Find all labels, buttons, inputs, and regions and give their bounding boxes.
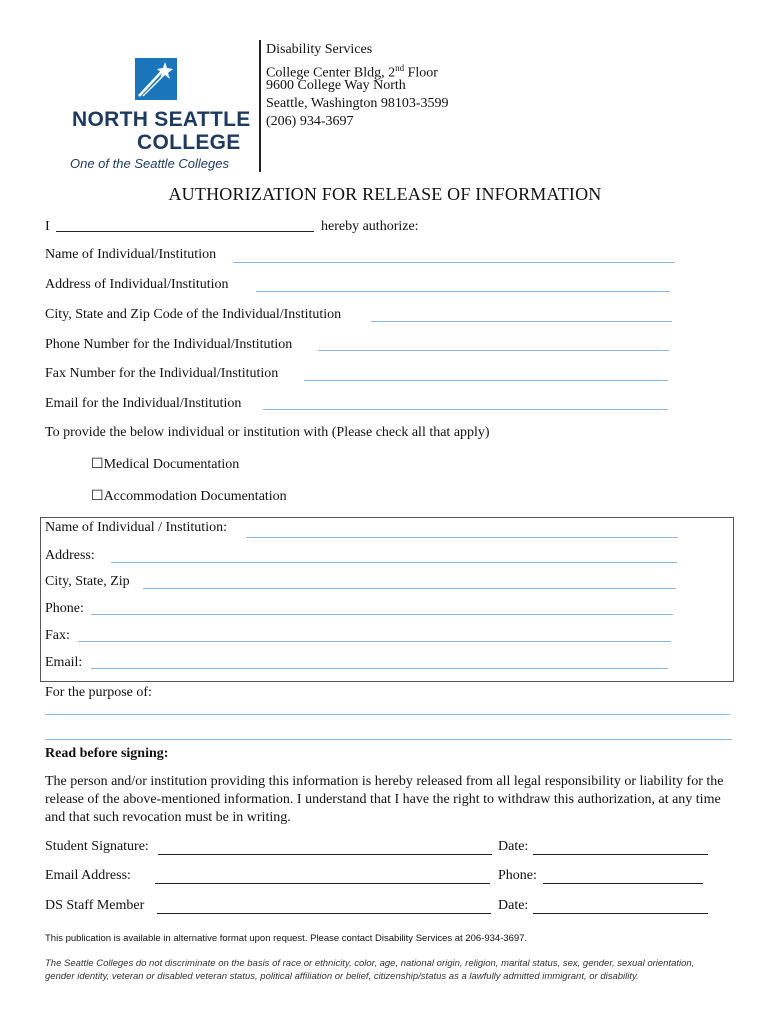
staff-member-label: DS Staff Member bbox=[45, 898, 145, 913]
student-phone-field[interactable] bbox=[543, 883, 703, 884]
recipient-phone-label: Phone: bbox=[45, 601, 84, 616]
recipient-box bbox=[40, 517, 734, 682]
recipient-name-label: Name of Individual / Institution: bbox=[45, 520, 227, 535]
source-name-label: Name of Individual/Institution bbox=[45, 247, 217, 262]
checkbox-icon: ☐ bbox=[91, 489, 104, 504]
building-line: College Center Bldg, 2nd Floor bbox=[266, 63, 438, 81]
college-tagline: One of the Seattle Colleges bbox=[70, 156, 229, 171]
student-signature-label: Student Signature: bbox=[45, 839, 149, 854]
staff-date-field[interactable] bbox=[533, 913, 708, 914]
purpose-field-line1[interactable] bbox=[45, 714, 730, 715]
city-line: Seattle, Washington 98103-3599 bbox=[266, 96, 449, 111]
staff-member-field[interactable] bbox=[157, 913, 491, 914]
source-email-field[interactable] bbox=[263, 409, 668, 410]
phone-line: (206) 934-3697 bbox=[266, 114, 354, 129]
recipient-phone-field[interactable] bbox=[91, 614, 673, 615]
recipient-name-field[interactable] bbox=[246, 537, 678, 538]
college-name-line1: NORTH SEATTLE bbox=[72, 108, 251, 131]
recipient-city-label: City, State, Zip bbox=[45, 574, 130, 589]
medical-documentation-checkbox[interactable]: ☐Medical Documentation bbox=[91, 457, 240, 472]
source-address-field[interactable] bbox=[256, 291, 670, 292]
street-line: 9600 College Way North bbox=[266, 78, 406, 93]
alt-format-notice: This publication is available in alternative format upon request. Please contact Disability Services at 206-934-3697. bbox=[45, 933, 528, 944]
recipient-email-label: Email: bbox=[45, 655, 83, 670]
source-fax-field[interactable] bbox=[304, 380, 668, 381]
recipient-fax-field[interactable] bbox=[78, 641, 671, 642]
source-phone-label: Phone Number for the Individual/Institution bbox=[45, 337, 293, 352]
header-divider bbox=[259, 40, 261, 172]
college-name-line2: COLLEGE bbox=[137, 131, 241, 154]
source-address-label: Address of Individual/Institution bbox=[45, 277, 229, 292]
dept-name: Disability Services bbox=[266, 42, 373, 57]
source-city-label: City, State and Zip Code of the Individual/Institution bbox=[45, 307, 342, 322]
student-signature-field[interactable] bbox=[158, 854, 492, 855]
checkbox-icon: ☐ bbox=[91, 457, 104, 472]
source-name-field[interactable] bbox=[233, 262, 675, 263]
source-fax-label: Fax Number for the Individual/Institution bbox=[45, 366, 279, 381]
nondiscrimination-notice: The Seattle Colleges do not discriminate on the basis of race or ethnicity, color, age, national origin, religion, marital status, sex, gender, sexual orientation, gender identity, veteran or disabled veteran status, political affiliation or belief, citizenship/status as a lawfully admitted immigrant, or disability. bbox=[45, 958, 695, 982]
student-date-label: Date: bbox=[498, 839, 529, 854]
recipient-address-label: Address: bbox=[45, 548, 95, 563]
release-statement: The person and/or institution providing this information is hereby released from all legal responsibility or liability for the release of the above-mentioned information. I understand that I have the right to withdraw this authorization, at any time and that such revocation must be in writing. bbox=[45, 774, 724, 825]
recipient-city-field[interactable] bbox=[143, 588, 676, 589]
staff-date-label: Date: bbox=[498, 898, 529, 913]
source-city-field[interactable] bbox=[371, 321, 672, 322]
source-email-label: Email for the Individual/Institution bbox=[45, 396, 242, 411]
recipient-fax-label: Fax: bbox=[45, 628, 70, 643]
email-address-label: Email Address: bbox=[45, 868, 131, 883]
purpose-field-line2[interactable] bbox=[45, 739, 732, 740]
star-shooting-icon bbox=[135, 58, 177, 100]
read-before-signing-heading: Read before signing: bbox=[45, 746, 169, 761]
accommodation-documentation-checkbox[interactable]: ☐Accommodation Documentation bbox=[91, 489, 287, 504]
authorizer-name-field[interactable] bbox=[56, 231, 314, 232]
source-phone-field[interactable] bbox=[318, 350, 669, 351]
authorize-label: hereby authorize: bbox=[321, 219, 419, 234]
purpose-label: For the purpose of: bbox=[45, 685, 152, 700]
student-phone-label: Phone: bbox=[498, 868, 537, 883]
recipient-email-field[interactable] bbox=[91, 668, 668, 669]
student-date-field[interactable] bbox=[533, 854, 708, 855]
i-label: I bbox=[45, 219, 50, 234]
email-address-field[interactable] bbox=[155, 883, 490, 884]
recipient-address-field[interactable] bbox=[111, 562, 677, 563]
provide-instruction: To provide the below individual or institution with (Please check all that apply) bbox=[45, 425, 490, 440]
form-title: AUTHORIZATION FOR RELEASE OF INFORMATION bbox=[168, 184, 602, 204]
